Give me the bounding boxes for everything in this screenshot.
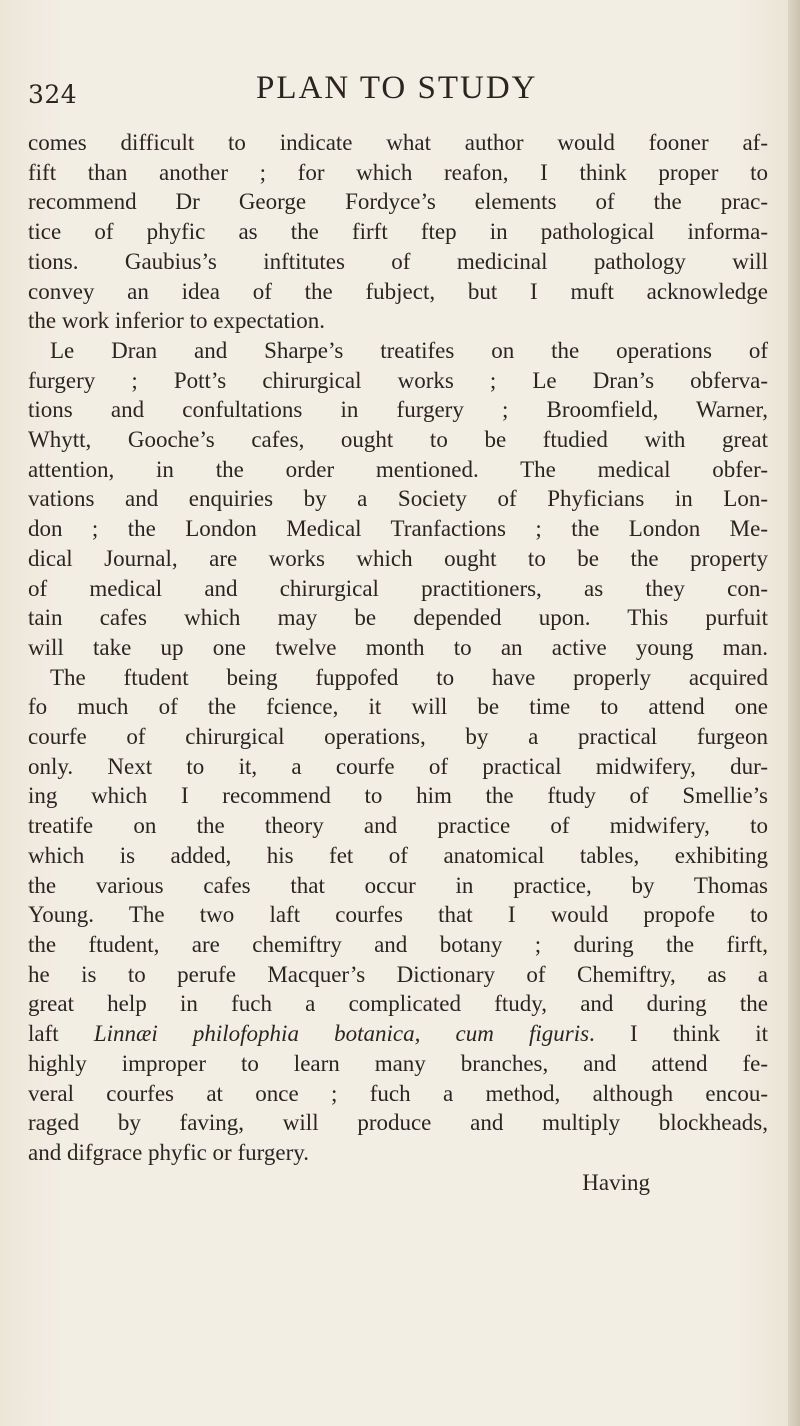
text-line: and difgrace phyfic or furgery. — [28, 1139, 309, 1165]
text-line — [28, 1019, 768, 1049]
text-line: great help in fuch a complicated ftudy, and during the — [28, 991, 768, 1017]
text-line: the work inferior to expectation. — [28, 308, 325, 334]
text-line: attention, in the order mentioned. The medical obfer- — [28, 456, 768, 482]
text-segment: laft — [28, 1021, 94, 1047]
text-line: the various cafes that occur in practice, by Thomas — [28, 872, 768, 898]
text-line: courfe of chirurgical operations, by a practical furgeon — [28, 724, 768, 750]
catchword: Having — [582, 1169, 650, 1195]
text-line: recommend Dr George Fordyce’s elements of the prac- — [28, 189, 768, 215]
text-line: convey an idea of the fubject, but I muft acknowledge — [28, 278, 768, 304]
text-line: fo much of the fcience, it will be time to attend one — [28, 694, 768, 720]
text-line: treatife on the theory and practice of midwifery, to — [28, 813, 768, 839]
page-title: PLAN TO STUDY — [256, 70, 538, 106]
text-line: veral courfes at once ; fuch a method, although encou- — [28, 1080, 768, 1106]
text-line: only. Next to it, a courfe of practical midwifery, dur- — [28, 753, 768, 779]
text-line: the ftudent, are chemiftry and botany ; during the firft, — [28, 931, 768, 957]
text-line: tice of phyfic as the firft ftep in pathological informa- — [28, 219, 768, 245]
text-line: of medical and chirurgical practitioners, as they con- — [28, 575, 768, 601]
text-segment: . I think it — [589, 1021, 768, 1047]
page-number: 324 — [28, 80, 78, 109]
text-line: which is added, his fet of anatomical tables, exhibiting — [28, 842, 768, 868]
italic-title: Linnæi philofophia botanica, cum figuris — [93, 1021, 590, 1047]
running-head — [28, 66, 768, 116]
text-line: tions. Gaubius’s inftitutes of medicinal pathology will — [28, 248, 768, 274]
text-line: tions and confultations in furgery ; Broomfield, Warner, — [28, 397, 768, 423]
text-line: raged by faving, will produce and multiply blockheads, — [28, 1110, 768, 1136]
text-line: he is to perufe Macquer’s Dictionary of Chemiftry, as a — [28, 961, 768, 987]
text-line: Young. The two laft courfes that I would propofe to — [28, 902, 768, 928]
text-line: vations and enquiries by a Society of Phyficians in Lon- — [28, 486, 768, 512]
body-text — [28, 128, 768, 1197]
text-line: highly improper to learn many branches, and attend fe- — [28, 1050, 768, 1076]
text-line: Whytt, Gooche’s cafes, ought to be ftudied with great — [28, 427, 768, 453]
text-line: comes difficult to indicate what author would fooner af- — [28, 130, 768, 155]
text-line: dical Journal, are works which ought to be the property — [28, 545, 768, 571]
text-line: tain cafes which may be depended upon. This purfuit — [28, 605, 768, 631]
text-line: fift than another ; for which reafon, I think proper to — [28, 159, 768, 185]
text-line: The ftudent being fuppofed to have properly acquired — [50, 664, 768, 690]
page-edge-shadow — [788, 0, 800, 1426]
text-line: Le Dran and Sharpe’s treatifes on the operations of — [50, 337, 768, 363]
text-line: will take up one twelve month to an active young man. — [28, 634, 768, 660]
text-line: don ; the London Medical Tranfactions ; the London Me- — [28, 516, 768, 542]
text-line: furgery ; Pott’s chirurgical works ; Le Dran’s obferva- — [28, 367, 768, 393]
text-line: ing which I recommend to him the ftudy of Smellie’s — [28, 783, 768, 809]
